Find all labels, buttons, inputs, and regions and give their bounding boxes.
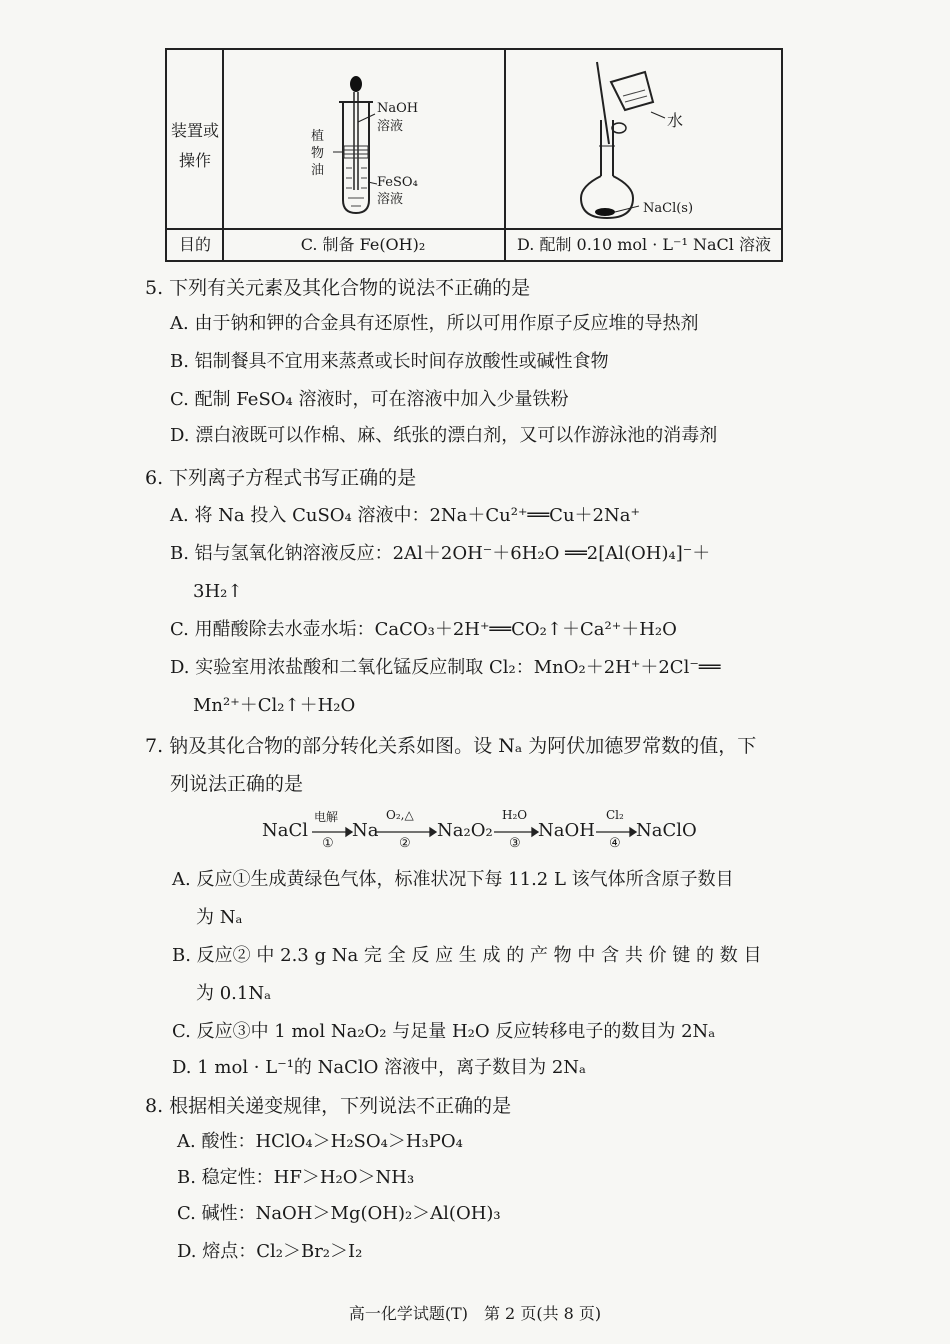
q7-option-a-line2: 为 Nₐ [196,907,243,928]
q5-option-b: B. 铝制餐具不宜用来蒸煮或长时间存放酸性或碱性食物 [170,351,609,372]
label-vegetable-oil: 植物油 [311,129,325,178]
q7-option-a-line1: A. 反应①生成黄绿色气体，标准状况下每 11.2 L 该气体所含原子数目 [172,869,734,890]
question-5-stem: 5. 下列有关元素及其化合物的说法不正确的是 [145,277,531,299]
arrow4-condition: Cl₂ [606,808,624,822]
label-naoh: NaOH [377,101,419,116]
q5-option-c: C. 配制 FeSO₄ 溶液时，可在溶液中加入少量铁粉 [170,389,569,410]
q8-option-c: C. 碱性：NaOH＞Mg(OH)₂＞Al(OH)₃ [177,1203,501,1224]
arrow3-condition: H₂O [502,808,528,822]
q7-option-b-line1: B. 反应② 中 2.3 g Na 完 全 反 应 生 成 的 产 物 中 含 共 价 键 的 数 目 [172,945,762,966]
q6-option-c: C. 用醋酸除去水壶水垢：CaCO₃＋2H⁺══CO₂↑＋Ca²⁺＋H₂O [170,619,677,640]
species-nacl: NaCl [262,820,309,841]
question-6-stem: 6. 下列离子方程式书写正确的是 [145,467,417,489]
row-header-purpose: 目的 [179,235,212,254]
q5-option-d: D. 漂白液既可以作棉、麻、纸张的漂白剂，又可以作游泳池的消毒剂 [170,425,718,446]
question-8-stem: 8. 根据相关递变规律，下列说法不正确的是 [145,1095,512,1117]
question-7-stem-line2: 列说法正确的是 [170,773,304,795]
arrow3-number: ③ [509,836,521,851]
label-naoh-solution: 溶液 [377,119,404,134]
conversion-scheme [262,808,702,858]
row-header-apparatus: 装置或操作 [170,121,219,170]
q7-option-b-line2: 为 0.1Nₐ [196,983,272,1004]
page-footer: 高一化学试题(T) 第 2 页(共 8 页) [348,1304,602,1323]
q5-option-a: A. 由于钠和钾的合金具有还原性，所以可用作原子反应堆的导热剂 [170,313,699,334]
question-7-stem-line1: 7. 钠及其化合物的部分转化关系如图。设 Nₐ 为阿伏加德罗常数的值，下 [145,735,757,757]
q8-option-b: B. 稳定性：HF＞H₂O＞NH₃ [177,1167,415,1188]
arrow4-number: ④ [609,836,621,851]
table-divider [167,228,781,230]
label-feso4: FeSO₄ [377,175,418,190]
species-naoh: NaOH [538,820,595,841]
arrow2-condition: O₂,△ [386,808,414,822]
q7-option-c: C. 反应③中 1 mol Na₂O₂ 与足量 H₂O 反应转移电子的数目为 2Nₐ [172,1021,716,1042]
arrow1-number: ① [322,836,334,851]
experiment-table [165,48,783,262]
label-nacl-solid: NaCl(s) [643,201,694,216]
label-feso4-solution: 溶液 [377,192,404,207]
species-na2o2: Na₂O₂ [437,820,493,841]
purpose-c: C. 制备 Fe(OH)₂ [300,235,426,254]
test-tube-apparatus [223,50,503,228]
q6-option-d-line2: Mn²⁺＋Cl₂↑＋H₂O [193,695,356,716]
q6-option-d-line1: D. 实验室用浓盐酸和二氧化锰反应制取 Cl₂：MnO₂＋2H⁺＋2Cl⁻══ [170,657,721,678]
species-naclo: NaClO [636,820,697,841]
q8-option-d: D. 熔点：Cl₂＞Br₂＞I₂ [177,1241,363,1262]
q6-option-b-line2: 3H₂↑ [193,581,243,602]
q6-option-a: A. 将 Na 投入 CuSO₄ 溶液中：2Na＋Cu²⁺══Cu＋2Na⁺ [170,505,640,526]
q6-option-b-line1: B. 铝与氢氧化钠溶液反应：2Al＋2OH⁻＋6H₂O ══2[Al(OH)₄]⁻＋ [170,543,711,564]
q7-option-d: D. 1 mol · L⁻¹的 NaClO 溶液中，离子数目为 2Nₐ [172,1057,586,1078]
species-na: Na [352,820,379,841]
label-water: 水 [667,111,684,130]
purpose-d: D. 配制 0.10 mol · L⁻¹ NaCl 溶液 [517,235,771,254]
q8-option-a: A. 酸性：HClO₄＞H₂SO₄＞H₃PO₄ [177,1131,463,1152]
arrow1-condition: 电解 [314,810,339,824]
arrow2-number: ② [399,836,411,851]
